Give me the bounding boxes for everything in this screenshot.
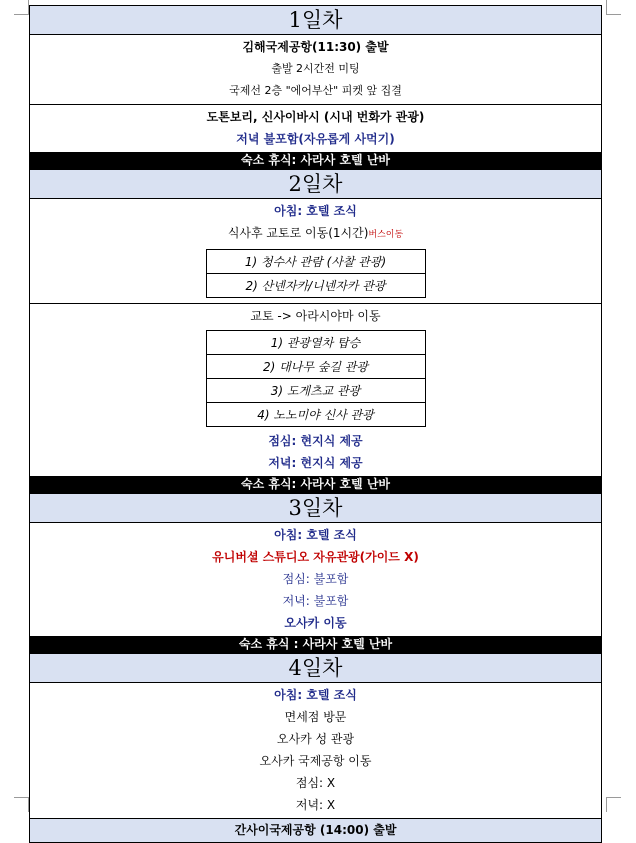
day2-bus-note: 버스이동 — [368, 230, 404, 240]
day2-move-arashiyama: 교토 -> 아라시야마 이동 — [250, 309, 381, 323]
day4-header: 4일차 — [30, 654, 601, 683]
day4-castle: 오사카 성 관광 — [276, 732, 355, 746]
kyoto-sight-item: 2) 산넨자카/니넨자카 관광 — [206, 274, 425, 298]
page-corner-mark — [606, 0, 621, 15]
kyoto-sight-item: 1) 청수사 관람 (사찰 관광) — [206, 250, 425, 274]
day1-header: 1일차 — [30, 6, 601, 35]
day3-hotel: 숙소 휴식 : 사라사 호텔 난바 — [30, 636, 601, 654]
day3-usj: 유니버셜 스튜디오 자유관광(가이드 X) — [212, 550, 419, 564]
arashiyama-sight-item: 2) 대나무 숲길 관광 — [206, 355, 425, 379]
day2-hotel: 숙소 휴식: 사라사 호텔 난바 — [30, 476, 601, 494]
day4-lunch: 점심: X — [295, 776, 336, 790]
day1-departure: 김해국제공항(11:30) 출발 — [242, 40, 389, 54]
kyoto-sights-table — [206, 249, 426, 298]
day3-header: 3일차 — [30, 494, 601, 523]
day3-breakfast: 아침: 호텔 조식 — [274, 528, 357, 542]
day1-tour: 도톤보리, 신사이바시 (시내 번화가 관광) — [206, 110, 425, 124]
day4-airport: 오사카 국제공항 이동 — [259, 754, 372, 768]
arashiyama-sight-item: 3) 도게츠교 관광 — [206, 379, 425, 403]
day1-hotel: 숙소 휴식: 사라사 호텔 난바 — [30, 152, 601, 170]
day2-header: 2일차 — [30, 170, 601, 199]
day3-move: 오사카 이동 — [284, 616, 347, 630]
day4-cell — [30, 683, 601, 819]
day2-move-kyoto: 식사후 교토로 이동(1시간) — [227, 226, 369, 240]
day3-lunch: 점심: 불포함 — [282, 572, 349, 586]
day2-breakfast: 아침: 호텔 조식 — [274, 204, 357, 218]
page-corner-mark — [14, 797, 29, 812]
day4-departure: 간사이국제공항 (14:00) 출발 — [30, 819, 601, 842]
day2-arashiyama-cell — [30, 304, 601, 476]
day1-departure-cell — [30, 35, 601, 105]
day1-gather: 국제선 2층 "에어부산" 피켓 앞 집결 — [229, 84, 402, 97]
day1-dinner: 저녁 불포함(자유롭게 사먹기) — [236, 132, 395, 146]
arashiyama-sight-item: 4) 노노미야 신사 관광 — [206, 403, 425, 427]
day2-lunch: 점심: 현지식 제공 — [268, 434, 363, 448]
day2-kyoto-cell — [30, 199, 601, 304]
day3-cell — [30, 523, 601, 636]
day2-dinner: 저녁: 현지식 제공 — [268, 456, 363, 470]
day4-dinner: 저녁: X — [295, 798, 336, 812]
day3-dinner: 저녁: 불포함 — [282, 594, 349, 608]
itinerary-table — [29, 5, 602, 843]
day4-breakfast: 아침: 호텔 조식 — [274, 688, 357, 702]
day1-tour-cell — [30, 105, 601, 152]
arashiyama-sights-table — [206, 330, 426, 427]
page-corner-mark — [14, 0, 29, 15]
arashiyama-sight-item: 1) 관광열차 탑승 — [206, 331, 425, 355]
page-corner-mark — [606, 797, 621, 812]
day1-meeting: 출발 2시간전 미팅 — [271, 62, 360, 75]
day4-dutyfree: 면세점 방문 — [284, 710, 347, 724]
day2-move-kyoto-line — [30, 222, 601, 246]
